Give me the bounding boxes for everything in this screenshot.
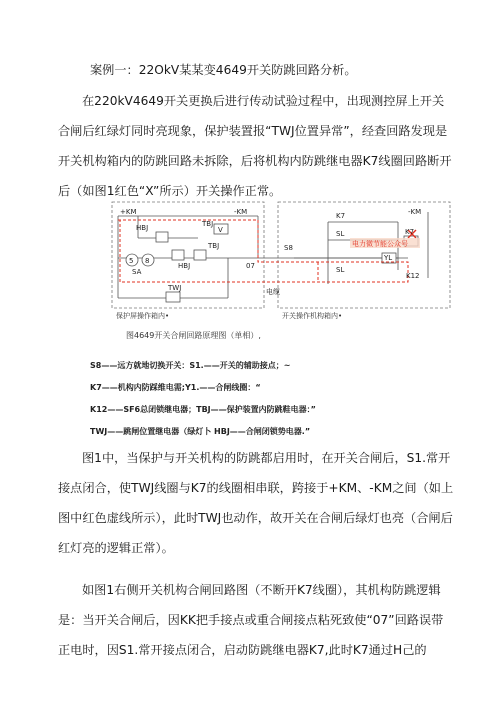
- hbj-coil: [156, 232, 168, 242]
- series-current-path: [118, 220, 408, 282]
- label-sl-2: SL: [336, 266, 345, 274]
- label-v: V: [218, 226, 223, 234]
- label-cable: 电缆: [266, 288, 280, 296]
- right-box-caption: 开关操作机构箱内•: [282, 312, 343, 320]
- label-sa: SA: [132, 268, 142, 276]
- left-box-caption: 保护屏操作箱内•: [116, 312, 170, 320]
- label-twj: TWJ: [168, 284, 182, 292]
- label-watermark: 电力微节能公众号: [352, 240, 408, 248]
- tbj-box: [194, 250, 206, 260]
- hbj-box: [172, 250, 184, 260]
- label-k7-box: K7: [405, 228, 415, 236]
- label-switch-5: 5: [129, 257, 134, 265]
- twj-coil: [166, 292, 180, 302]
- case-title: 案例一：22OkV某某变4649开关防跳回路分析。: [90, 63, 357, 77]
- mechanism-box: [278, 202, 450, 308]
- label-yl: YL: [384, 254, 393, 262]
- label-hbj-mid: HBJ: [178, 262, 191, 270]
- figure-caption: 图4649开关合闸回路原理图（单相）,: [126, 331, 261, 340]
- circuit-figure: [108, 198, 454, 324]
- label-sl-1: SL: [336, 230, 345, 238]
- legend-line-1: S8——远方就地切换开关：S1.——开关的辅助接点；~: [90, 361, 291, 370]
- label-km-neg-left: -KM: [234, 208, 248, 216]
- label-s8: S8: [284, 244, 293, 252]
- paragraph-1: 在220kV4649开关更换后进行传动试验过程中，出现测控屏上开关合闸后红绿灯同时亮现象，保护装置报“TWJ位置异常”，经查回路发现是开关机构箱内的防跳回路未拆除，后将机构内防跳继电器K7线圈回路断开后（如图1红色“X”所示）开关操作正常。: [58, 94, 452, 198]
- legend-line-3: K12——SF6总闭锁继电器；TBJ——保护装置内防跳鞋电器：”: [90, 405, 316, 414]
- circuit-diagram: [108, 198, 454, 324]
- legend-line-4: TWJ——跳闸位置继电器（绿灯卜 HBJ——合闸闭锁势电器.”: [90, 427, 311, 436]
- paragraph-3: 如图1右侧开关机构合闸回路图（不断开K7线圈），其机构防跳逻辑是：当开关合闸后，因KK把手接点或重合闸接点粘死致使“07”回路误带正电时，因S1.常开接点闭合，启动防跳继电器K7,此时K7通过H己的: [58, 583, 444, 657]
- label-k12: K12: [406, 272, 420, 280]
- label-tbj-top: TBJ: [202, 220, 214, 228]
- label-km-neg-right: -KM: [408, 208, 422, 216]
- label-km-pos: +KM: [120, 208, 137, 216]
- label-wire-07: 07: [246, 262, 255, 270]
- label-hbj-top: HBJ: [136, 224, 149, 232]
- label-k7-top: K7: [336, 212, 346, 220]
- legend-line-2: K7——机构内防踩维电需;Y1.——合闸线圈：“: [90, 383, 261, 392]
- label-tbj-mid: TBJ: [208, 242, 220, 250]
- label-switch-8: 8: [145, 257, 150, 265]
- paragraph-2: 图1中，当保护与开关机构的防跳都启用时，在开关合闸后，S1.常开接点闭合，使TWJ线圈与K7的线圈相串联，跨接于+KM、-KM之间（如上图中红色虚线所示），此时TWJ也动作，故开关在合闸后绿灯也亮（合闸后红灯亮的逻辑正常）。: [58, 451, 454, 555]
